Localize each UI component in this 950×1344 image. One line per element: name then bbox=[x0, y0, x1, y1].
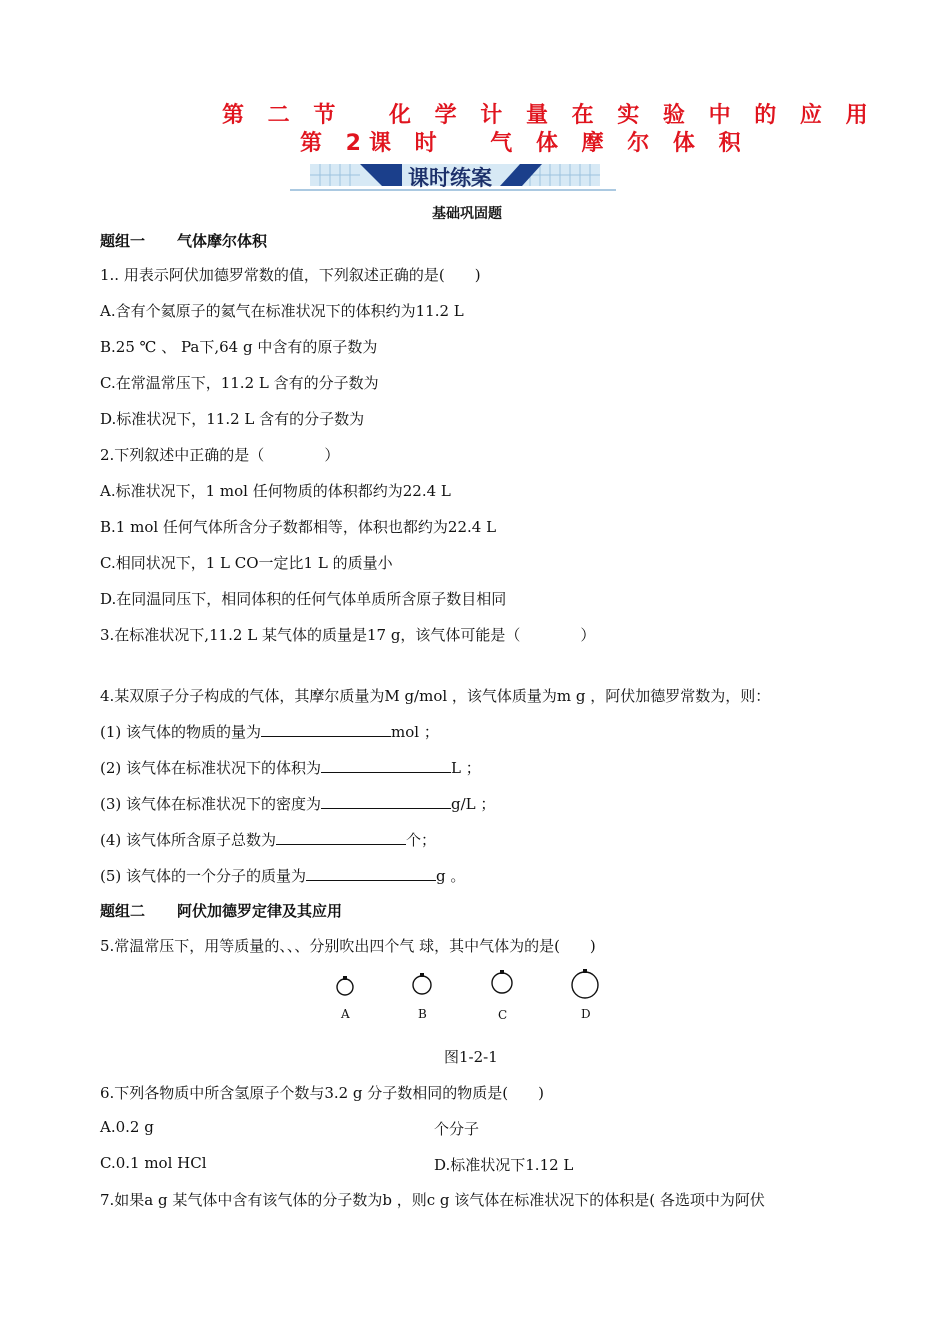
question-option: D.标准状况下1.12 L bbox=[434, 1156, 574, 1174]
question-stem: 7.如果a g 某气体中含有该气体的分子数为b ，则c g 该气体在标准状况下的体积是( 各选项中为阿伏 bbox=[100, 1191, 765, 1209]
balloon-label: D bbox=[581, 1007, 591, 1021]
question-stem: 5.常温常压下，用等质量的、、、分别吹出四个气 球，其中气体为的是( ) bbox=[100, 937, 596, 955]
question-option: C.0.1 mol HCl bbox=[100, 1154, 207, 1172]
fill-in-suffix: 个； bbox=[406, 831, 437, 849]
answer-blank[interactable] bbox=[321, 758, 451, 773]
balloon-figure bbox=[320, 965, 620, 1025]
group-label: 题组二 bbox=[100, 902, 146, 920]
answer-blank[interactable] bbox=[321, 794, 451, 809]
group-heading bbox=[100, 900, 342, 921]
group-name: 气体摩尔体积 bbox=[177, 232, 268, 250]
question-option: D.标准状况下，11.2 L 含有的分子数为 bbox=[100, 410, 365, 428]
fill-in-prefix: (1) 该气体的物质的量为 bbox=[100, 723, 262, 741]
fill-in-prefix: (4) 该气体所含原子总数为 bbox=[100, 831, 277, 849]
question-option: A.标准状况下，1 mol 任何物质的体积都约为22.4 L bbox=[100, 482, 451, 500]
answer-blank[interactable] bbox=[276, 830, 406, 845]
question-stem: 4.某双原子分子构成的气体，其摩尔质量为M g/mol ，该气体质量为m g ，阿伏加德罗常数为，则： bbox=[100, 687, 771, 705]
balloon-icon bbox=[492, 970, 512, 993]
section-title: 基础巩固题 bbox=[432, 206, 502, 222]
chapter-title: 第 二 节 化 学 计 量 在 实 验 中 的 应 用 bbox=[222, 103, 876, 128]
balloon-icon bbox=[413, 973, 431, 994]
balloon-icon bbox=[572, 969, 598, 998]
balloon-label: C bbox=[498, 1008, 508, 1022]
balloon-label: B bbox=[418, 1007, 427, 1021]
exercise-banner bbox=[290, 160, 616, 194]
question-stem: 1.. 用表示阿伏加德罗常数的值，下列叙述正确的是( ) bbox=[100, 266, 481, 284]
question-option: D.在同温同压下，相同体积的任何气体单质所含原子数目相同 bbox=[100, 590, 507, 608]
group-label: 题组一 bbox=[100, 232, 146, 250]
fill-in-prefix: (5) 该气体的一个分子的质量为 bbox=[100, 867, 307, 885]
question-option: A.0.2 g bbox=[100, 1118, 154, 1136]
fill-in-suffix: mol ； bbox=[391, 723, 439, 741]
answer-blank[interactable] bbox=[306, 866, 436, 881]
fill-in-item bbox=[100, 829, 436, 850]
fill-in-prefix: (2) 该气体在标准状况下的体积为 bbox=[100, 759, 322, 777]
fill-in-suffix: g/L ； bbox=[451, 795, 496, 813]
question-option: B.1 mol 任何气体所含分子数都相等，体积也都约为22.4 L bbox=[100, 518, 497, 536]
group-heading bbox=[100, 230, 267, 251]
lesson-title: 第 2课 时 气 体 摩 尔 体 积 bbox=[300, 131, 749, 156]
question-option: C.相同状况下，1 L CO一定比1 L 的质量小 bbox=[100, 554, 393, 572]
fill-in-item bbox=[100, 721, 439, 742]
fill-in-item bbox=[100, 757, 481, 778]
fill-in-suffix: g 。 bbox=[436, 867, 466, 885]
fill-in-prefix: (3) 该气体在标准状况下的密度为 bbox=[100, 795, 322, 813]
group-name: 阿伏加德罗定律及其应用 bbox=[177, 902, 343, 920]
answer-blank[interactable] bbox=[261, 722, 391, 737]
question-option: C.在常温常压下，11.2 L 含有的分子数为 bbox=[100, 374, 379, 392]
fill-in-item bbox=[100, 793, 495, 814]
question-option: B.25 ℃ 、 Pa下,64 g 中含有的原子数为 bbox=[100, 338, 378, 356]
question-option: 个分子 bbox=[434, 1120, 480, 1138]
fill-in-item bbox=[100, 865, 465, 886]
fill-in-suffix: L ； bbox=[451, 759, 481, 777]
banner-text: 课时练案 bbox=[408, 166, 492, 190]
question-option: A.含有个氦原子的氦气在标准状况下的体积约为11.2 L bbox=[100, 302, 464, 320]
balloon-icon bbox=[337, 976, 353, 995]
balloon-label: A bbox=[341, 1007, 350, 1021]
figure-caption: 图1-2-1 bbox=[444, 1048, 498, 1066]
question-stem: 3.在标准状况下,11.2 L 某气体的质量是17 g，该气体可能是（ ） bbox=[100, 626, 596, 644]
question-stem: 2.下列叙述中正确的是（ ） bbox=[100, 446, 340, 464]
question-stem: 6.下列各物质中所含氢原子个数与3.2 g 分子数相同的物质是( ) bbox=[100, 1084, 545, 1102]
